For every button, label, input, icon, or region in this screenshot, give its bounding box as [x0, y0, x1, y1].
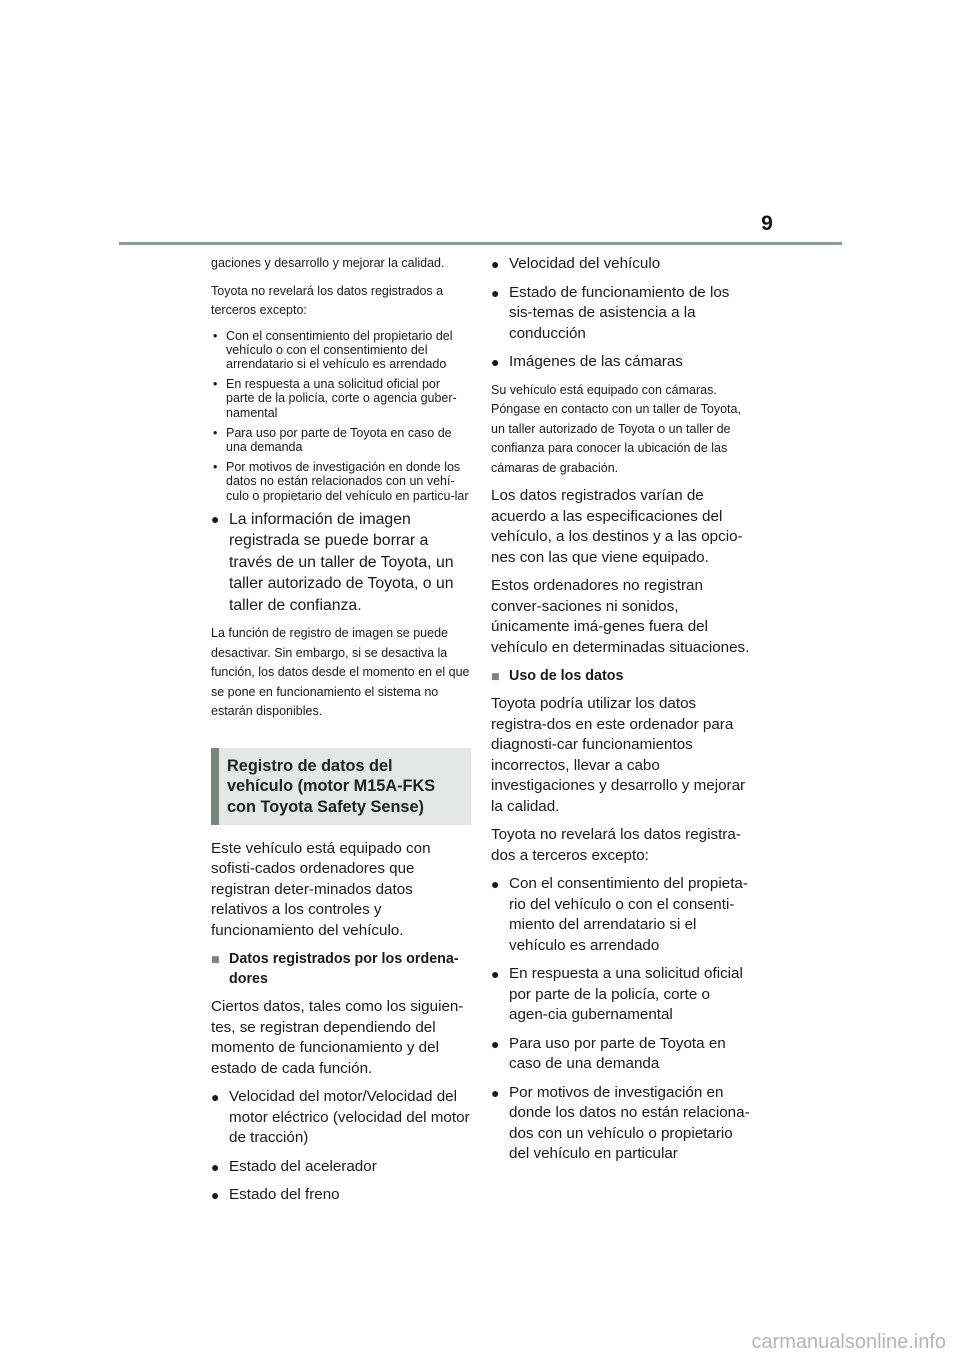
- bullet-icon: •: [213, 377, 218, 392]
- watermark-logo: carmanualsonline.info: [751, 1331, 946, 1353]
- bullet-dot-icon: ●: [211, 1158, 220, 1175]
- bullet-dot-icon: ●: [491, 354, 500, 370]
- paragraph-data-vary: Los datos registrados varían de acuerdo a las especificaciones del vehículo, a los destinos y a las opcio-nes con las que viene equipado.: [491, 487, 743, 566]
- disclosure-exceptions-list-right: [491, 874, 751, 1165]
- list-item: ● En respuesta a una solicitud oficial por parte de la policía, corte o agen-cia gubernamental: [491, 965, 743, 1023]
- list-item: ● Imágenes de las cámaras: [491, 352, 751, 373]
- list-item: • Con el consentimiento del propietario del vehículo o con el consentimiento del arrendatario si el vehículo es arrendado: [213, 328, 453, 371]
- paragraph-continued: gaciones y desarrollo y mejorar la calidad.: [211, 256, 445, 270]
- list-item: • Por motivos de investigación en donde los datos no están relacionados con un vehí-culo o propietario del vehículo en particu-lar: [213, 460, 469, 503]
- paragraph-toyota-disclosure: Toyota no revelará los datos registrados a terceros excepto:: [211, 283, 444, 317]
- recorded-data-list-continued: [491, 254, 751, 373]
- bullet-dot-icon: ●: [491, 1035, 500, 1052]
- disclosure-exceptions-list: [211, 329, 471, 503]
- bullet-dot-icon: ●: [211, 510, 220, 527]
- list-item: ● Para uso por parte de Toyota en caso de una demanda: [491, 1034, 726, 1072]
- paragraph-data-use: Toyota podría utilizar los datos registra-dos en este ordenador para diagnosti-car funcionamientos incorrectos, llevar a cabo investigaciones y desarrollo y mejorar la calidad.: [491, 695, 746, 815]
- subheading-data-use: ■ Uso de los datos: [491, 668, 624, 685]
- header-rule: [119, 242, 842, 245]
- paragraph-intro: Este vehículo está equipado con sofisti-cados ordenadores que registran deter-minados datos relativos a los controles y funcionamiento del vehículo.: [211, 839, 431, 939]
- subheading-recorded-data: ■ Datos registrados por los ordena-dores: [211, 951, 459, 988]
- paragraph-disable-recording: La función de registro de imagen se puede desactivar. Sin embargo, si se desactiva la función, los datos desde el momento en el que se pone en funcionamiento el sistema no estarán disponibles.: [211, 626, 470, 719]
- bullet-dot-icon: ●: [491, 876, 500, 892]
- left-column: [211, 254, 471, 1214]
- bullet-dot-icon: ●: [211, 1089, 220, 1106]
- bullet-dot-icon: ●: [491, 1084, 500, 1101]
- list-item: ● La información de imagen registrada se puede borrar a través de un taller de Toyota, un taller autorizado de Toyota, o un taller de confianza.: [211, 510, 454, 614]
- list-item: ● Estado del freno: [211, 1185, 471, 1206]
- paragraph-certain-data: Ciertos datos, tales como los siguien-tes, se registran dependiendo del momento de funcionamiento y del estado de cada función.: [211, 998, 464, 1077]
- bullet-icon: •: [213, 460, 218, 475]
- bullet-dot-icon: ●: [211, 1187, 220, 1204]
- paragraph-no-recording: Estos ordenadores no registran conver-saciones ni sonidos, únicamente imá-genes fuera del vehículo en determinadas situaciones.: [491, 577, 750, 656]
- bullet-icon: •: [213, 328, 218, 343]
- square-icon: ■: [491, 669, 500, 685]
- bullet-dot-icon: ●: [491, 256, 500, 272]
- list-item: ● Velocidad del motor/Velocidad del motor eléctrico (velocidad del motor de tracción): [211, 1088, 470, 1147]
- bullet-dot-icon: ●: [491, 284, 500, 301]
- paragraph-cameras: Su vehículo está equipado con cámaras. Póngase en contacto con un taller de Toyota, un taller autorizado de Toyota o un taller de confianza para conocer la ubicación de las cámaras de grabación.: [491, 382, 741, 475]
- page-number: 9: [761, 212, 773, 235]
- bullet-dot-icon: ●: [491, 966, 500, 982]
- list-item: ● Con el consentimiento del propieta-rio del vehículo o con el consenti-miento del arrendatario si el vehículo es arrendado: [491, 875, 748, 954]
- image-info-list: [211, 509, 471, 617]
- list-item: • En respuesta a una solicitud oficial por parte de la policía, corte o agencia guber-namental: [213, 377, 457, 420]
- recorded-data-list: [211, 1087, 471, 1206]
- list-item: ● Velocidad del vehículo: [491, 254, 751, 275]
- paragraph-toyota-disclosure-right: Toyota no revelará los datos registra-dos a terceros excepto:: [491, 826, 741, 864]
- bullet-icon: •: [213, 425, 218, 440]
- right-column: [491, 254, 751, 1173]
- list-item: ● Estado de funcionamiento de los sis-temas de asistencia a la conducción: [491, 283, 730, 342]
- square-icon: ■: [211, 952, 220, 969]
- list-item: ● Estado del acelerador: [211, 1157, 471, 1178]
- list-item: ● Por motivos de investigación en donde los datos no están relaciona-dos con un vehículo o propietario del vehículo en particular: [491, 1083, 750, 1162]
- list-item: • Para uso por parte de Toyota en caso de una demanda: [213, 425, 452, 454]
- section-title: Registro de datos del vehículo (motor M15A-FKS con Toyota Safety Sense): [211, 748, 471, 825]
